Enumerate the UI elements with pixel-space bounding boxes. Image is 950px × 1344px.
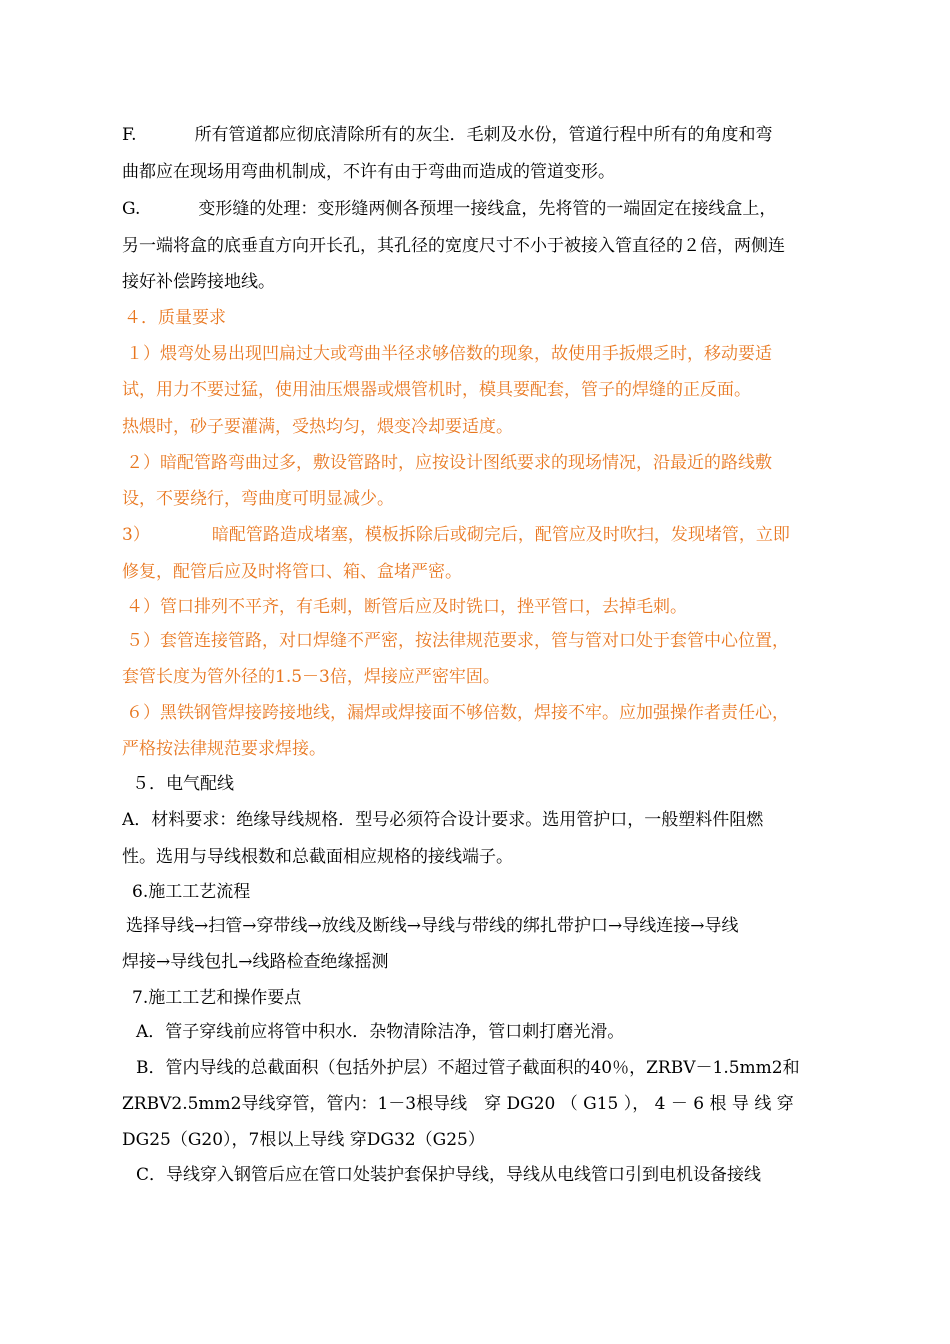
section-g-text-1: 变形缝的处理：变形缝两侧各预埋一接线盒，先将管的一端固定在接线盒上，	[198, 199, 777, 219]
points-item-b-line-2: ZRBV2.5mm2导线穿管，管内：1－3根导线 穿 DG20 （ G15 ）， 4 － 6 根 导 线 穿	[122, 1094, 794, 1114]
quality-item-1-line-2: 试，用力不要过猛，使用油压煨器或煨管机时，模具要配套，管子的焊缝的正反面。	[122, 380, 751, 400]
quality-item-2-line-1: ２）暗配管路弯曲过多，敷设管路时，应按设计图纸要求的现场情况，沿最近的路线敷	[126, 453, 772, 473]
process-heading: 6.施工工艺流程	[132, 882, 251, 902]
quality-item-3-marker: 3）	[122, 525, 150, 545]
process-flow-line-2: 焊接→导线包扎→线路检查绝缘摇测	[122, 952, 389, 972]
points-item-b-line-1: B．管内导线的总截面积（包括外护层）不超过管子截面积的40％，ZRBV－1.5mm2和	[136, 1058, 800, 1078]
quality-item-6-line-2: 严格按法律规范要求焊接。	[122, 739, 326, 759]
quality-item-5-line-1: ５）套管连接管路，对口焊缝不严密，按法律规范要求，管与管对口处于套管中心位置，	[126, 631, 789, 651]
wiring-heading: ５．电气配线	[132, 774, 234, 794]
quality-item-1-line-3: 热煨时，砂子要灌满，受热均匀，煨变冷却要适度。	[122, 417, 513, 437]
section-g-line-1	[122, 198, 852, 220]
points-item-c: C．导线穿入钢管后应在管口处装护套保护导线，导线从电线管口引到电机设备接线	[136, 1165, 762, 1185]
process-flow-line-1: 选择导线→扫管→穿带线→放线及断线→导线与带线的绑扎带护口→导线连接→导线	[126, 916, 739, 936]
quality-item-3-line-2: 修复，配管后应及时将管口、箱、盒堵严密。	[122, 562, 462, 582]
quality-item-4-line-1: ４）管口排列不平齐，有毛刺，断管后应及时铣口，挫平管口，去掉毛刺。	[126, 597, 687, 617]
wiring-material-line-1: A．材料要求：绝缘导线规格．型号必须符合设计要求。选用管护口，一般塑料件阻燃	[122, 810, 764, 830]
points-heading: 7.施工工艺和操作要点	[132, 988, 302, 1008]
quality-item-3-line-1	[122, 524, 852, 546]
quality-heading: ４．质量要求	[124, 308, 226, 328]
quality-item-1-line-1: １）煨弯处易出现凹扁过大或弯曲半径求够倍数的现象，故使用手扳煨乏时，移动要适	[126, 344, 772, 364]
section-g-marker: G.	[122, 199, 141, 219]
section-f-text-1: 所有管道都应彻底清除所有的灰尘．毛刺及水份，管道行程中所有的角度和弯	[194, 125, 773, 145]
section-f-line-2: 曲都应在现场用弯曲机制成，不许有由于弯曲而造成的管道变形。	[122, 162, 615, 182]
quality-item-3-text-1: 暗配管路造成堵塞，模板拆除后或砌完后，配管应及时吹扫，发现堵管，立即	[211, 525, 790, 545]
quality-item-6-line-1: ６）黑铁钢管焊接跨接地线，漏焊或焊接面不够倍数，焊接不牢。应加强操作者责任心，	[126, 703, 789, 723]
wiring-material-line-2: 性。选用与导线根数和总截面相应规格的接线端子。	[122, 847, 513, 867]
section-f-marker: F.	[122, 125, 137, 145]
points-item-b-line-3: DG25（G20），7根以上导线 穿DG32（G25）	[122, 1130, 485, 1150]
section-g-line-2: 另一端将盒的底垂直方向开长孔，其孔径的宽度尺寸不小于被接入管直径的２倍，两侧连	[122, 236, 785, 256]
section-g-line-3: 接好补偿跨接地线。	[122, 272, 275, 292]
quality-item-5-line-2: 套管长度为管外径的1.5－3倍，焊接应严密牢固。	[122, 667, 500, 687]
section-f-line-1	[122, 124, 852, 146]
points-item-a: A．管子穿线前应将管中积水．杂物清除洁净，管口刺打磨光滑。	[136, 1022, 625, 1042]
quality-item-2-line-2: 设，不要绕行，弯曲度可明显减少。	[122, 489, 394, 509]
